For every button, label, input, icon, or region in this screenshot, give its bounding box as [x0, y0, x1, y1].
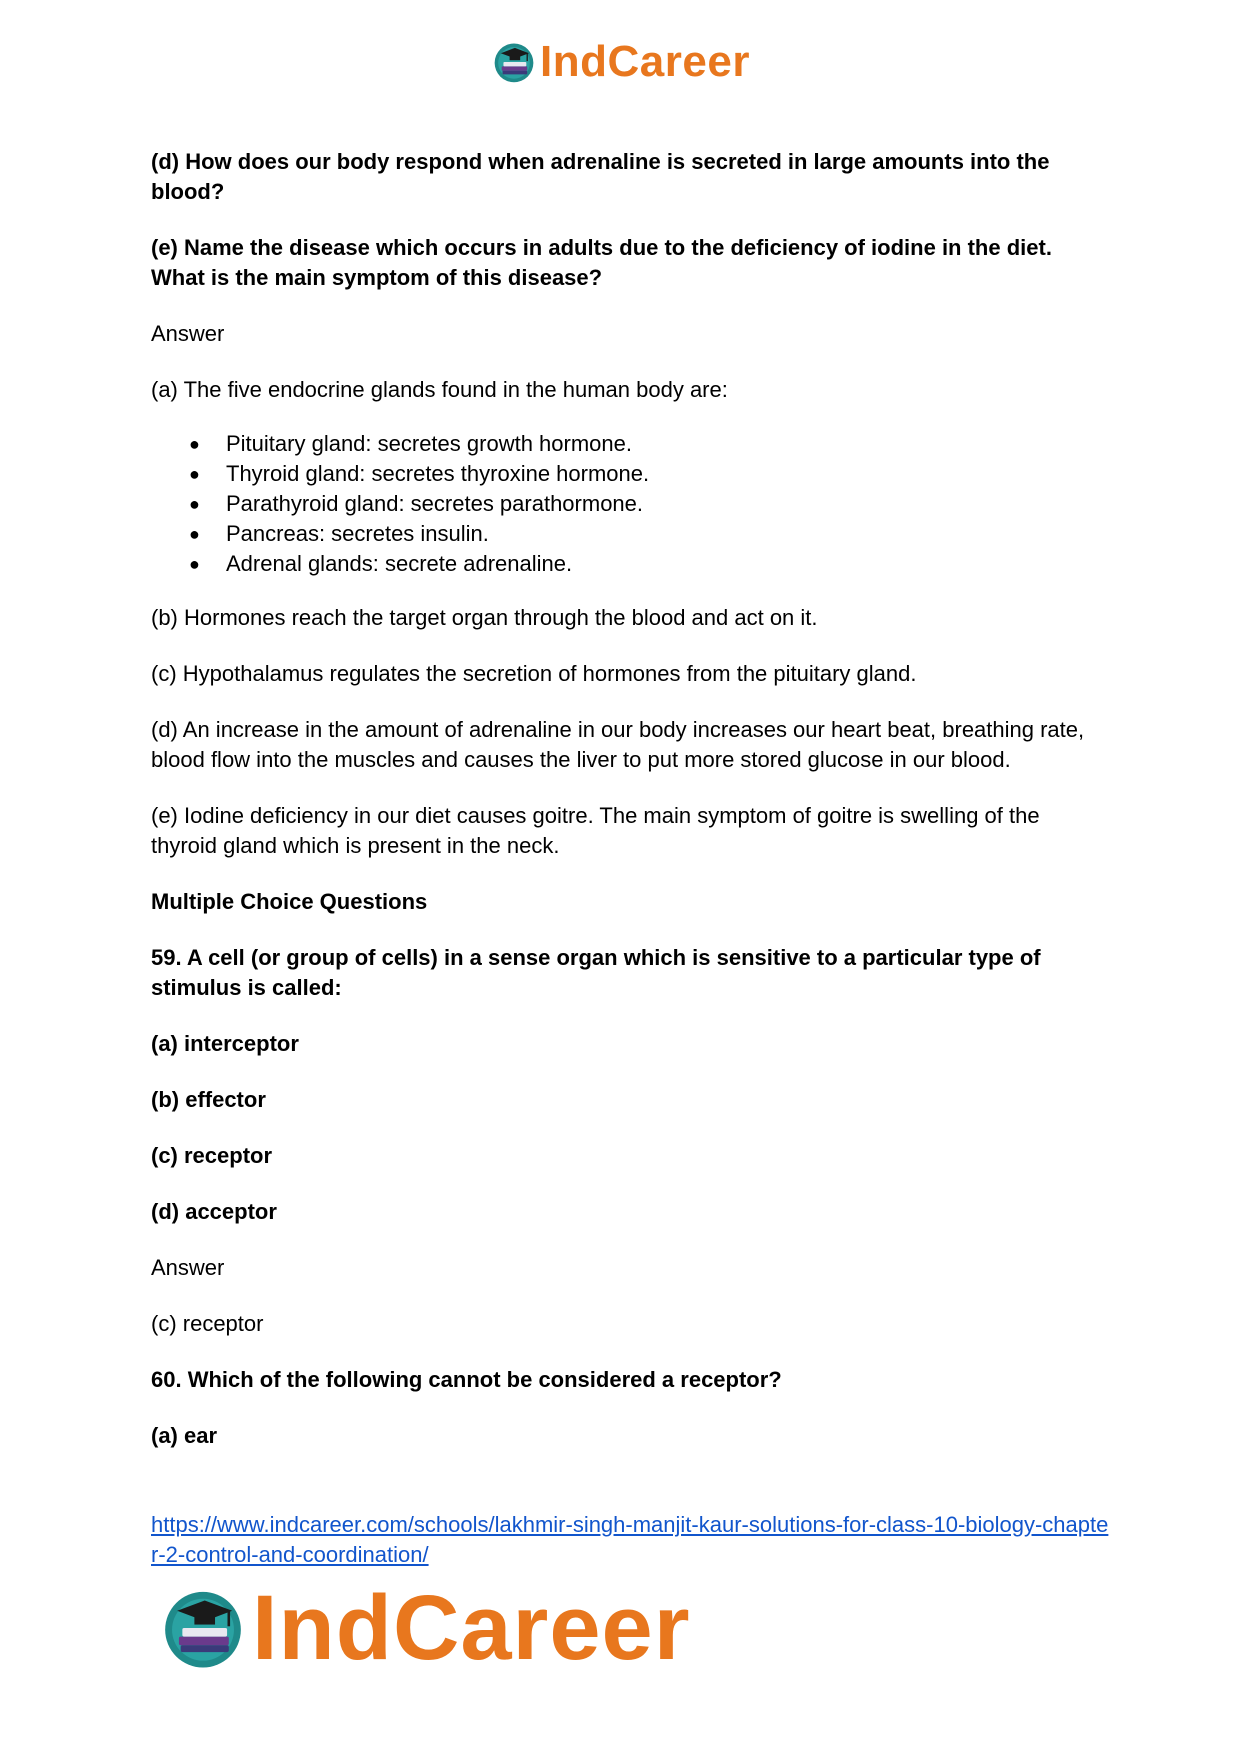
question-60: 60. Which of the following cannot be considered a receptor? — [151, 1367, 782, 1392]
answer-d: (d) An increase in the amount of adrenaline in our body increases our heart beat, breathing rate, blood flow into the muscles and causes the liver to put more stored glucose in our blood. — [151, 717, 1085, 772]
bullet-icon: ● — [189, 434, 200, 454]
q59-option-b: (b) effector — [151, 1087, 266, 1112]
question-e: (e) Name the disease which occurs in adults due to the deficiency of iodine in the diet. What is the main symptom of this disease? — [151, 235, 1052, 290]
answer-e: (e) Iodine deficiency in our diet causes goitre. The main symptom of goitre is swelling of the thyroid gland which is present in the neck. — [151, 803, 1040, 858]
q59-option-c: (c) receptor — [151, 1143, 273, 1168]
bullet-icon: ● — [189, 524, 200, 544]
bullet-icon: ● — [189, 554, 200, 574]
list-item: ● Thyroid gland: secretes thyroxine hormone. — [151, 459, 1106, 489]
section-heading: Multiple Choice Questions — [151, 889, 428, 914]
brand-name: IndCareer — [540, 37, 750, 86]
q59-answer: (c) receptor — [151, 1311, 264, 1336]
question-d: (d) How does our body respond when adrenaline is secreted in large amounts into the blood? — [151, 149, 1050, 204]
list-item: ● Parathyroid gland: secretes parathormone. — [151, 489, 1106, 519]
endocrine-glands-list — [151, 429, 1106, 579]
list-item: ● Adrenal glands: secrete adrenaline. — [151, 549, 1106, 579]
header-logo — [0, 37, 1242, 86]
answer-c: (c) Hypothalamus regulates the secretion of hormones from the pituitary gland. — [151, 661, 917, 686]
answer-label: Answer — [151, 321, 225, 346]
answer-b: (b) Hormones reach the target organ through the blood and act on it. — [151, 605, 818, 630]
list-item: ● Pituitary gland: secretes growth hormone. — [151, 429, 1106, 459]
footer-logo — [160, 1577, 691, 1679]
bullet-icon: ● — [189, 464, 200, 484]
list-item: ● Pancreas: secretes insulin. — [151, 519, 1106, 549]
q59-answer-label: Answer — [151, 1255, 225, 1280]
question-59: 59. A cell (or group of cells) in a sense organ which is sensitive to a particular type of stimulus is called: — [151, 945, 1041, 1000]
graduation-cap-books-icon — [492, 40, 536, 84]
graduation-cap-books-icon — [160, 1585, 246, 1671]
brand-name: IndCareer — [252, 1577, 691, 1679]
q59-option-d: (d) acceptor — [151, 1199, 277, 1224]
q60-option-a: (a) ear — [151, 1423, 218, 1448]
q59-option-a: (a) interceptor — [151, 1031, 299, 1056]
answer-a-intro: (a) The five endocrine glands found in the human body are: — [151, 377, 728, 402]
bullet-icon: ● — [189, 494, 200, 514]
document-body — [151, 147, 1106, 1477]
source-link[interactable]: https://www.indcareer.com/schools/lakhmir-singh-manjit-kaur-solutions-for-class-10-biology-chapter-2-control-and-coordination/ — [151, 1512, 1109, 1567]
